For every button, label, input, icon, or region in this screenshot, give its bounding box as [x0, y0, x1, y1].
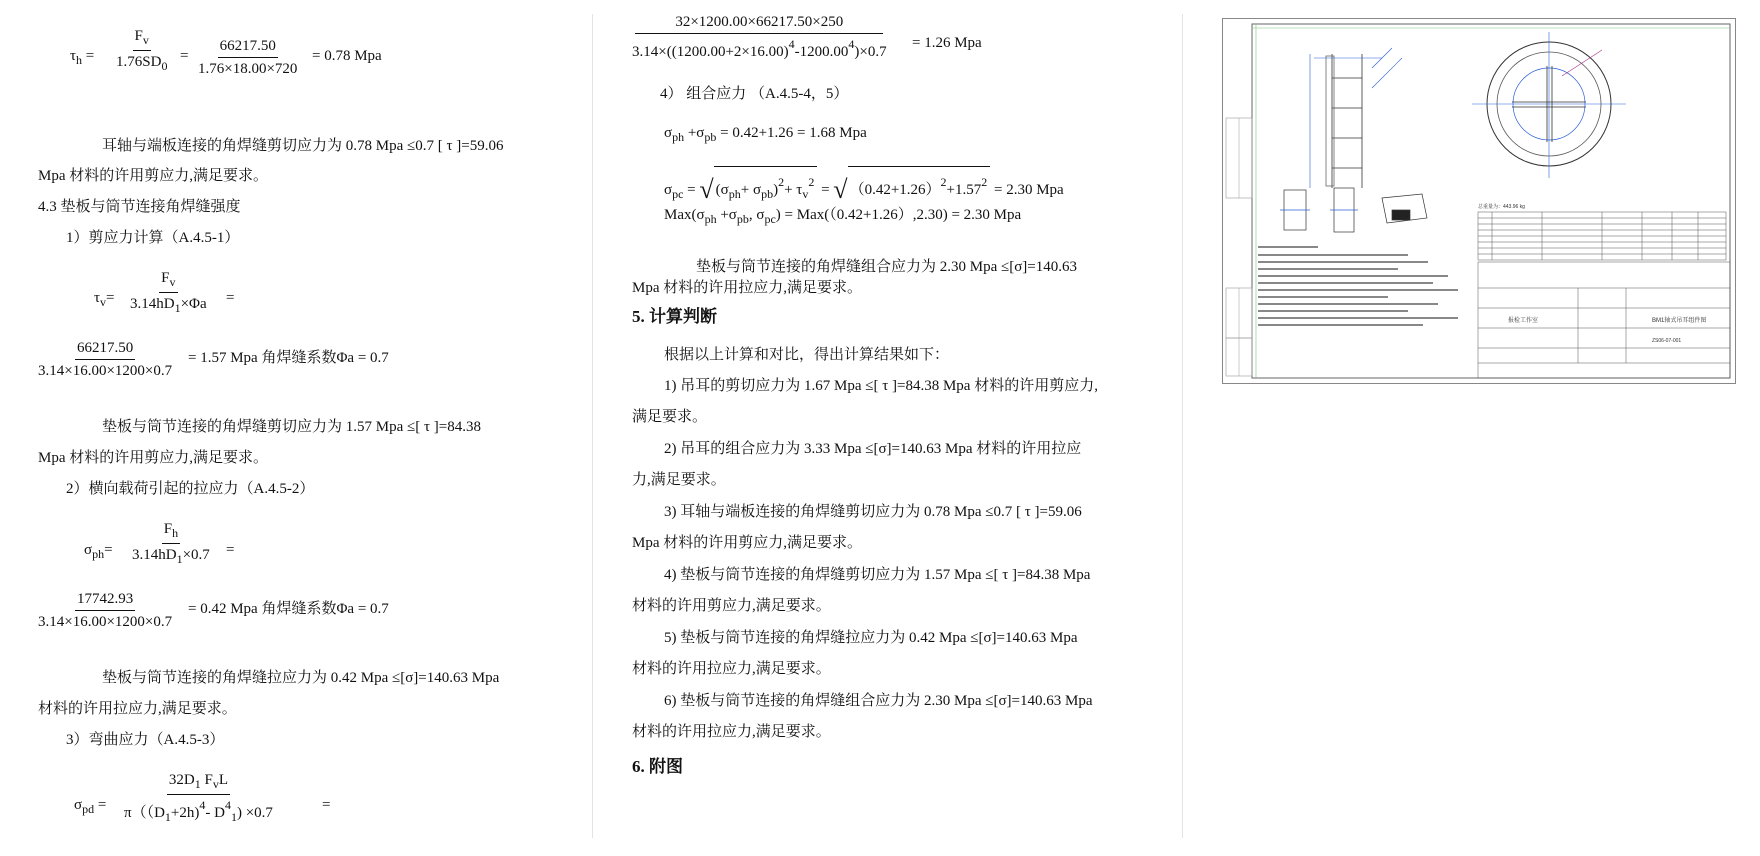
- result-5-line-1: 5) 垫板与筒节连接的角焊缝拉应力为 0.42 Mpa ≤[σ]=140.63 Mpa: [664, 630, 1078, 646]
- paragraph-4-line-2: Mpa 材料的许用拉应力,满足要求。: [632, 280, 862, 296]
- fraction-tau-v-values: $\frac{66217.50}{3.14\times 16.00\times 1200\times 0.7}$: [38, 340, 173, 379]
- tau-v-result: = 1.57 Mpa 角焊缝系数Φa = 0.7: [188, 350, 389, 366]
- fraction-fh-over-3.14hd1: $\frac{F_h}{3.14hD_1\times 0.7}$: [132, 521, 210, 566]
- result-1-line-2: 满足要求。: [632, 409, 708, 425]
- formula-sigma-ph: $\sigma_{ph}=$: [84, 542, 113, 561]
- title-block-name: BM1轴式吊耳组件图: [1652, 318, 1707, 324]
- result-2-line-1: 2) 吊耳的组合应力为 3.33 Mpa ≤[σ]=140.63 Mpa 材料的许用拉应: [664, 441, 1082, 457]
- paragraph-4-line-1: 垫板与筒节连接的角焊缝组合应力为 2.30 Mpa ≤[σ]=140.63: [696, 259, 1078, 275]
- subheading-bending-stress: 3）弯曲应力（A.4.5-3）: [66, 732, 225, 748]
- formula-sigma-pc: $\sigma_{pc}$ = √ $(\sigma_{ph}+ \sigma_{pb})^2+ \tau_v^2$ = √ $(0.42+1.26)^2+1.57^2 = 2.30$ Mpa: [664, 166, 1064, 207]
- section-heading-6: 6. 附图: [632, 757, 683, 776]
- equals-sign: =: [180, 48, 189, 64]
- sigma-ph-result: = 0.42 Mpa 角焊缝系数Φa = 0.7: [188, 601, 389, 617]
- paragraph-3-line-2: 材料的许用拉应力,满足要求。: [38, 701, 237, 717]
- fraction-sigma-pb-values: $\frac{32\times 1200.00\times 66217.50\times 250}{3.14\times((1200.00+2\times 16.00)^4-1200.00^4)\times 0.7}$: [632, 14, 887, 60]
- result-3-line-1: 3) 耳轴与端板连接的角焊缝剪切应力为 0.78 Mpa ≤0.7 [ τ ]=59.06: [664, 504, 1082, 520]
- tau-h-result: = 0.78 Mpa: [312, 48, 382, 64]
- section-heading-4-3: 4.3 垫板与筒节连接角焊缝强度: [38, 199, 241, 215]
- paragraph-3-line-1: 垫板与筒节连接的角焊缝拉应力为 0.42 Mpa ≤[σ]=140.63 Mpa: [102, 670, 500, 686]
- formula-sigma-pd: $\sigma_{pd}$ =: [74, 797, 107, 816]
- result-4-line-2: 材料的许用剪应力,满足要求。: [632, 598, 831, 614]
- fraction-bending-stress: $32D_1$ $F_vL$ $\pi((D_1+2h)^4-$ $D^4_1) \times 0.7$: [124, 772, 273, 824]
- subheading-combined-stress: 4） 组合应力 （A.4.5-4，5）: [660, 86, 849, 102]
- equals-sign: =: [226, 542, 235, 558]
- result-2-line-2: 力,满足要求。: [632, 472, 726, 488]
- paragraph-1-line-2: Mpa 材料的许用剪应力,满足要求。: [38, 168, 268, 184]
- formula-tau-v: $\tau_v=$: [94, 290, 115, 309]
- fraction-fv-over-3.14hd1: $\frac{F_v}{3.14hD_1\times\Phi a}$: [130, 270, 207, 315]
- weight-label: 总重量为：443.96 kg: [1478, 204, 1525, 210]
- engineering-drawing-thumbnail[interactable]: [1222, 18, 1736, 389]
- fraction-tau-h-values: $\frac{66217.50}{1.76\times 18.00\times 720}$: [198, 38, 298, 77]
- drawing-svg: [1222, 18, 1736, 384]
- equals-sign: =: [226, 290, 235, 306]
- column-divider: [1182, 14, 1183, 838]
- fraction-fv-over-1.76sd0: $\frac{F_v}{1.76SD_0}$: [116, 28, 168, 73]
- subheading-tensile-stress: 2）横向载荷引起的拉应力（A.4.5-2）: [66, 481, 315, 497]
- results-intro: 根据以上计算和对比，得出计算结果如下：: [664, 347, 950, 363]
- formula-max: $Max(\sigma_{ph} +\sigma_{pb}$, $\sigma_{pc}) = Max((0.42+1.26),2.30) = 2.30$ Mpa: [664, 207, 1022, 226]
- formula-tau-h: $\tau_h$ =: [70, 48, 95, 67]
- subheading-shear-stress: 1）剪应力计算（A.4.5-1）: [66, 230, 240, 246]
- result-1-line-1: 1) 吊耳的剪切应力为 1.67 Mpa ≤[ τ ]=84.38 Mpa 材料的许用剪应力,: [664, 378, 1098, 394]
- title-block-office: 报检工作室: [1508, 318, 1539, 324]
- result-6-line-2: 材料的许用拉应力,满足要求。: [632, 724, 831, 740]
- equals-sign: =: [322, 797, 331, 813]
- result-5-line-2: 材料的许用拉应力,满足要求。: [632, 661, 831, 677]
- result-6-line-1: 6) 垫板与筒节连接的角焊缝组合应力为 2.30 Mpa ≤[σ]=140.63 Mpa: [664, 693, 1093, 709]
- paragraph-1-line-1: 耳轴与端板连接的角焊缝剪切应力为 0.78 Mpa ≤0.7 [ τ ]=59.06: [102, 138, 504, 154]
- sigma-pb-result: = 1.26 Mpa: [912, 35, 982, 51]
- formula-sigma-sum: $\sigma_{ph} +\sigma_{pb} = 0.42+1.26 = 1.68$ Mpa: [664, 125, 867, 144]
- paragraph-2-line-2: Mpa 材料的许用剪应力,满足要求。: [38, 450, 268, 466]
- result-4-line-1: 4) 垫板与筒节连接的角焊缝剪切应力为 1.57 Mpa ≤[ τ ]=84.38 Mpa: [664, 567, 1091, 583]
- result-3-line-2: Mpa 材料的许用剪应力,满足要求。: [632, 535, 862, 551]
- section-heading-5: 5. 计算判断: [632, 307, 717, 326]
- fraction-sigma-ph-values: $\frac{17742.93}{3.14\times 16.00\times 1200\times 0.7}$: [38, 591, 173, 630]
- title-block-drawing-number: ZS06-07-001: [1652, 338, 1682, 344]
- paragraph-2-line-1: 垫板与筒节连接的角焊缝剪切应力为 1.57 Mpa ≤[ τ ]=84.38: [102, 419, 481, 435]
- column-divider: [592, 14, 593, 838]
